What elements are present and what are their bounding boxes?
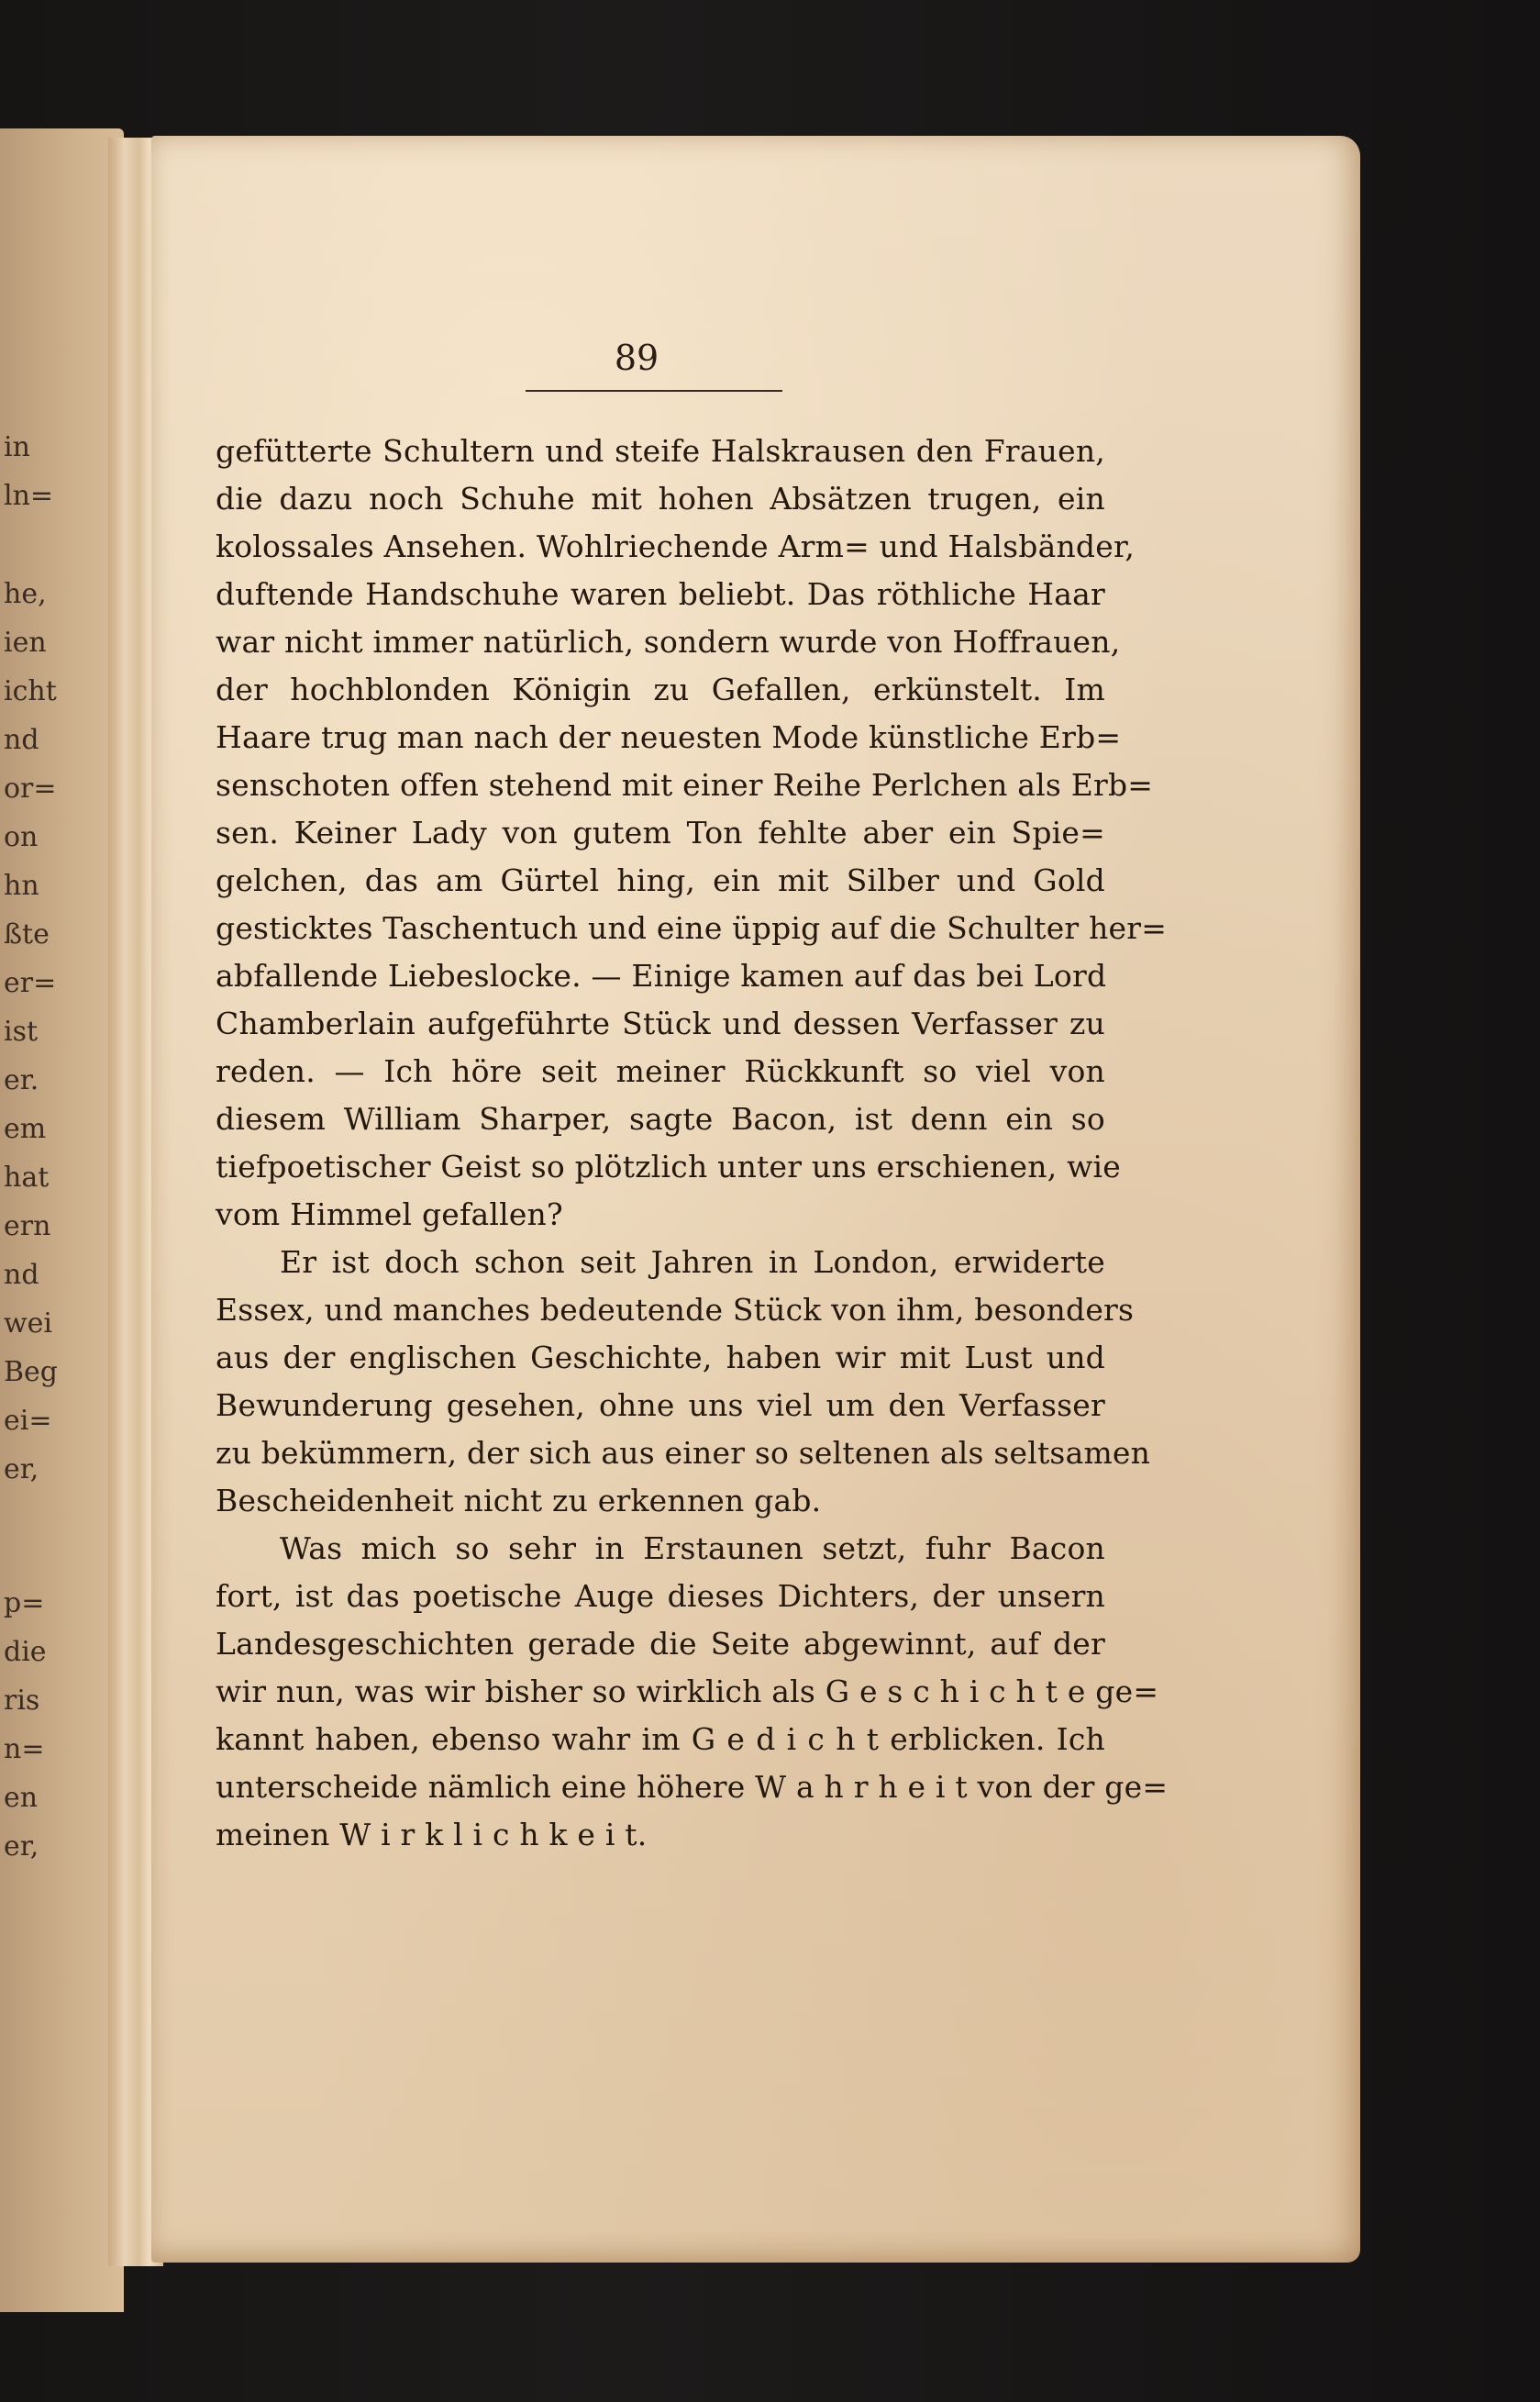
left-fragment: ris — [4, 1685, 40, 1717]
text-line: Landesgeschichten gerade die Seite abgewinnt, auf der — [216, 1626, 1105, 1662]
left-page-edge — [0, 128, 124, 2312]
left-fragment: n= — [4, 1733, 45, 1765]
left-fragment: Beg — [4, 1356, 59, 1388]
left-fragment: ei= — [4, 1405, 52, 1437]
page-number: 89 — [614, 338, 659, 378]
text-line: unterscheide nämlich eine höhere W a h r h e i t von der ge= — [216, 1769, 1169, 1805]
left-fragment: ien — [4, 627, 47, 659]
text-line: meinen W i r k l i c h k e i t. — [216, 1817, 648, 1852]
text-line: sen. Keiner Lady von gutem Ton fehlte aber ein Spie= — [216, 815, 1105, 851]
text-line: Er ist doch schon seit Jahren in London, erwiderte — [280, 1244, 1105, 1280]
text-line: duftende Handschuhe waren beliebt. Das röthliche Haar — [216, 576, 1105, 612]
text-line: diesem William Sharper, sagte Bacon, ist denn ein so — [216, 1101, 1105, 1137]
text-line: aus der englischen Geschichte, haben wir mit Lust und — [216, 1340, 1105, 1375]
left-fragment: er, — [4, 1830, 39, 1863]
body-text — [216, 428, 1169, 1859]
text-line: reden. — Ich höre seit meiner Rückkunft so viel von — [216, 1053, 1105, 1089]
text-line: senschoten offen stehend mit einer Reihe Perlchen als Erb= — [216, 767, 1154, 803]
left-fragment: er= — [4, 967, 57, 999]
left-fragment: or= — [4, 773, 57, 805]
text-line: wir nun, was wir bisher so wirklich als G e s c h i c h t e ge= — [216, 1674, 1159, 1709]
text-line: zu bekümmern, der sich aus einer so seltenen als seltsamen — [216, 1435, 1151, 1471]
left-fragment: wei — [4, 1307, 53, 1340]
left-fragment: p= — [4, 1587, 45, 1619]
text-line: Bewunderung gesehen, ohne uns viel um den Verfasser — [216, 1387, 1105, 1423]
text-line: Chamberlain aufgeführte Stück und dessen Verfasser zu — [216, 1006, 1105, 1041]
text-line: Bescheidenheit nicht zu erkennen gab. — [216, 1483, 822, 1518]
text-line: fort, ist das poetische Auge dieses Dichters, der unsern — [216, 1578, 1105, 1614]
text-line: tiefpoetischer Geist so plötzlich unter uns erschienen, wie — [216, 1149, 1122, 1184]
text-line: gelchen, das am Gürtel hing, ein mit Silber und Gold — [216, 862, 1105, 898]
text-line: gefütterte Schultern und steife Halskrausen den Frauen, — [216, 433, 1105, 469]
left-fragment: he, — [4, 578, 47, 610]
left-fragment: en — [4, 1782, 39, 1814]
left-fragment: nd — [4, 724, 39, 756]
left-fragment: nd — [4, 1259, 39, 1291]
text-line: die dazu noch Schuhe mit hohen Absätzen trugen, ein — [216, 481, 1105, 517]
text-line: Haare trug man nach der neuesten Mode künstliche Erb= — [216, 719, 1122, 755]
text-line: war nicht immer natürlich, sondern wurde von Hoffrauen, — [216, 624, 1121, 660]
left-fragment: ist — [4, 1016, 39, 1048]
text-line: vom Himmel gefallen? — [216, 1196, 563, 1232]
left-fragment: in — [4, 431, 30, 463]
text-line: abfallende Liebeslocke. — Einige kamen auf das bei Lord — [216, 958, 1107, 994]
text-line: kannt haben, ebenso wahr im G e d i c h t erblicken. Ich — [216, 1721, 1105, 1757]
left-fragment: on — [4, 821, 39, 853]
left-fragment: ern — [4, 1210, 51, 1242]
text-line: gesticktes Taschentuch und eine üppig auf die Schulter her= — [216, 910, 1168, 946]
left-fragment: hn — [4, 870, 39, 902]
text-line: der hochblonden Königin zu Gefallen, erkünstelt. Im — [216, 672, 1105, 707]
text-line: Was mich so sehr in Erstaunen setzt, fuhr Bacon — [280, 1530, 1105, 1566]
left-fragment: ln= — [4, 480, 54, 512]
left-fragment: er. — [4, 1064, 39, 1096]
left-fragment: em — [4, 1113, 47, 1145]
left-fragment: er, — [4, 1453, 39, 1485]
right-page — [151, 136, 1360, 2263]
left-fragment: die — [4, 1636, 47, 1668]
header-rule — [526, 390, 782, 392]
text-line: Essex, und manches bedeutende Stück von ihm, besonders — [216, 1292, 1135, 1328]
left-fragment: hat — [4, 1162, 50, 1194]
text-line: kolossales Ansehen. Wohlriechende Arm= und Halsbänder, — [216, 528, 1136, 564]
left-fragment: icht — [4, 675, 57, 707]
left-fragment: ßte — [4, 918, 50, 951]
